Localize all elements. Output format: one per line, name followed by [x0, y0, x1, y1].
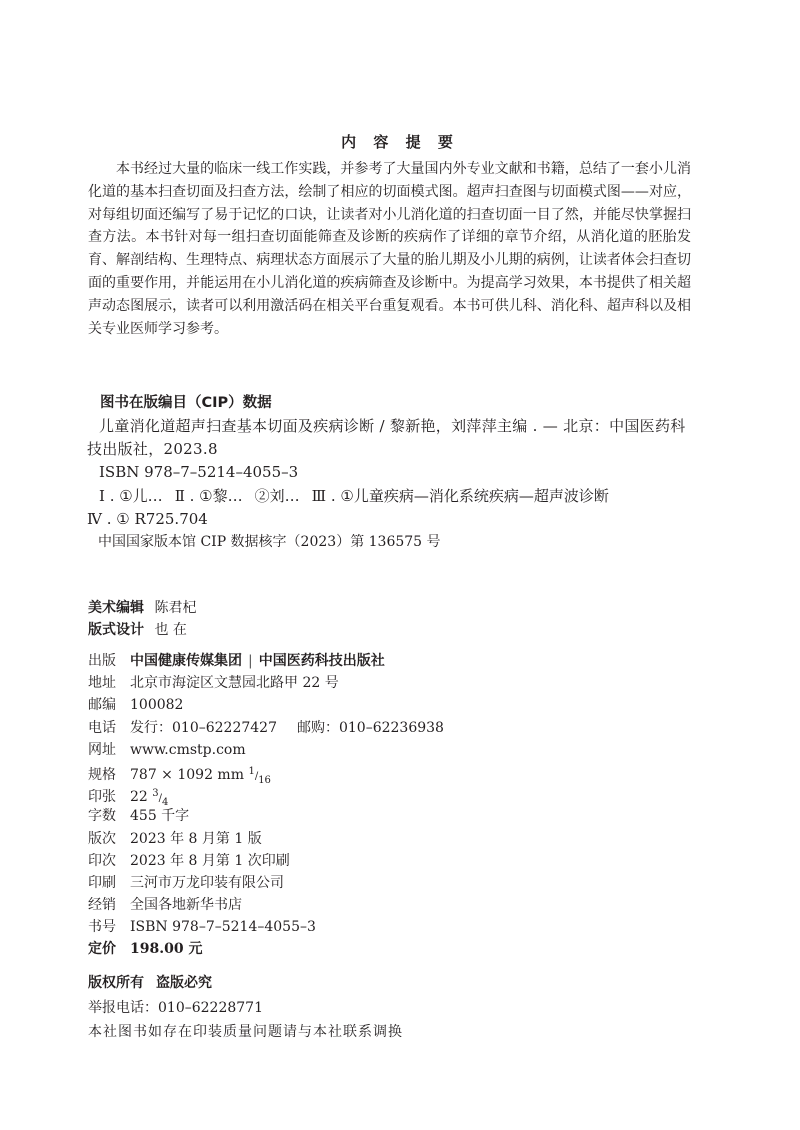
art-editor-value: 陈君杞 [154, 600, 197, 616]
printer-value: 三河市万龙印装有限公司 [130, 874, 284, 891]
postcode-value: 100082 [130, 697, 184, 714]
postcode-row [88, 694, 588, 716]
printing-row [88, 850, 588, 872]
distributor-row [88, 894, 588, 916]
address-label: 地址 [88, 675, 116, 692]
printing-value: 2023 年 8 月第 1 次印刷 [130, 852, 290, 869]
distributor-label: 经销 [88, 897, 116, 914]
printer-row [88, 872, 588, 894]
summary-body: 本书经过大量的临床一线工作实践，并参考了大量国内外专业文献和书籍，总结了一套小儿消化道的基本扫查切面及扫查方法，绘制了相应的切面模式图。超声扫查图与切面模式图——对应，对每组切面还编写了易于记忆的口诀，让读者对小儿消化道的扫查切面一目了然，并能尽快掌握扫查方法。本书针对每一组扫查切面能筛查及诊断的疾病作了详细的章节介绍，从消化道的胚胎发育、解剖结构、生理特点、病理状态方面展示了大量的胎儿期及小儿期的病例，让读者体会扫查切面的重要作用，并能运用在小儿消化道的疾病筛查及诊断中。为提高学习效果，本书提供了相关超声动态图展示，读者可以利用激活码在相关平台重复观看。本书可供儿科、消化科、超声科以及相关专业医师学习参考。 [88, 161, 691, 337]
book-number-row [88, 916, 588, 938]
cip-class-3: ②刘… [254, 486, 300, 505]
printer-label: 印刷 [88, 874, 116, 891]
sheets-row [88, 783, 588, 809]
sheets-fraction: 3/4 [152, 788, 169, 809]
rights-line [88, 972, 212, 992]
price-value: 198.00 元 [130, 941, 203, 958]
summary-title: 内 容 提 要 [341, 133, 459, 151]
cip-class-number: Ⅳ . ① R725.704 [87, 509, 208, 528]
cip-isbn: ISBN 978–7–5214–4055–3 [99, 463, 299, 482]
printing-label: 印次 [88, 852, 116, 869]
sheets-label: 印张 [88, 789, 116, 806]
design-label: 版式设计 [88, 622, 144, 638]
format-value: 787 × 1092 mm [130, 766, 244, 783]
report-phone: 举报电话：010–62228771 [88, 1000, 263, 1016]
website-label: 网址 [88, 741, 116, 758]
price-label: 定价 [88, 941, 116, 958]
publisher-name: 中国医药科技出版社 [258, 653, 385, 669]
cip-class-4: Ⅲ . ①儿童疾病—消化系统疾病—超声波诊断 [311, 486, 609, 505]
cip-heading: 图书在版编目（CIP）数据 [100, 395, 272, 411]
edition-row [88, 828, 588, 850]
words-row [88, 805, 588, 827]
distributor-value: 全国各地新华书店 [130, 897, 242, 914]
exchange-notice: 本社图书如存在印装质量问题请与本社联系调换 [88, 1024, 403, 1040]
sheets-value: 22 [130, 789, 148, 806]
words-label: 字数 [88, 808, 116, 825]
phone-mail: 邮购：010–62236938 [296, 719, 444, 736]
cip-class-2: Ⅱ . ①黎… [174, 486, 243, 505]
piracy-warning: 盗版必究 [156, 975, 212, 991]
format-row [88, 761, 588, 786]
cip-class-1: Ⅰ . ①儿… [99, 486, 163, 505]
publisher-divider: | [248, 653, 253, 669]
words-value: 455 千字 [130, 808, 190, 825]
book-number-label: 书号 [88, 919, 116, 936]
rights-reserved: 版权所有 [88, 975, 144, 991]
design-row [88, 619, 488, 641]
address-row [88, 672, 588, 694]
cip-record: 儿童消化道超声扫查基本切面及疾病诊断 / 黎新艳，刘萍萍主编 . — 北京：中国医药科技出版社，2023.8 [87, 417, 686, 459]
website-link[interactable]: www.cmstp.com [130, 741, 246, 758]
format-fraction: 1/16 [248, 765, 271, 786]
cip-verification: 中国国家版本馆 CIP 数据核字（2023）第 136575 号 [98, 534, 441, 550]
design-value: 也 在 [154, 622, 187, 638]
price-row [88, 938, 588, 960]
cip-record-block [87, 415, 697, 531]
format-label: 规格 [88, 766, 116, 783]
art-editor-row [88, 597, 488, 619]
art-editor-label: 美术编辑 [88, 600, 144, 616]
edition-value: 2023 年 8 月第 1 版 [130, 830, 262, 847]
postcode-label: 邮编 [88, 697, 116, 714]
publisher-row [88, 650, 588, 672]
address-value: 北京市海淀区文慧园北路甲 22 号 [130, 675, 339, 692]
cip-classification [87, 485, 697, 508]
editors-block [88, 597, 488, 641]
website-row [88, 739, 588, 761]
publisher-group: 中国健康传媒集团 [130, 653, 242, 669]
phone-row [88, 717, 588, 739]
phone-label: 电话 [88, 719, 116, 736]
phone-sales: 发行：010–62227427 [130, 719, 277, 736]
publication-info [88, 650, 588, 961]
book-number-value: ISBN 978–7–5214–4055–3 [130, 919, 316, 936]
publisher-label: 出版 [88, 653, 116, 669]
edition-label: 版次 [88, 830, 116, 847]
